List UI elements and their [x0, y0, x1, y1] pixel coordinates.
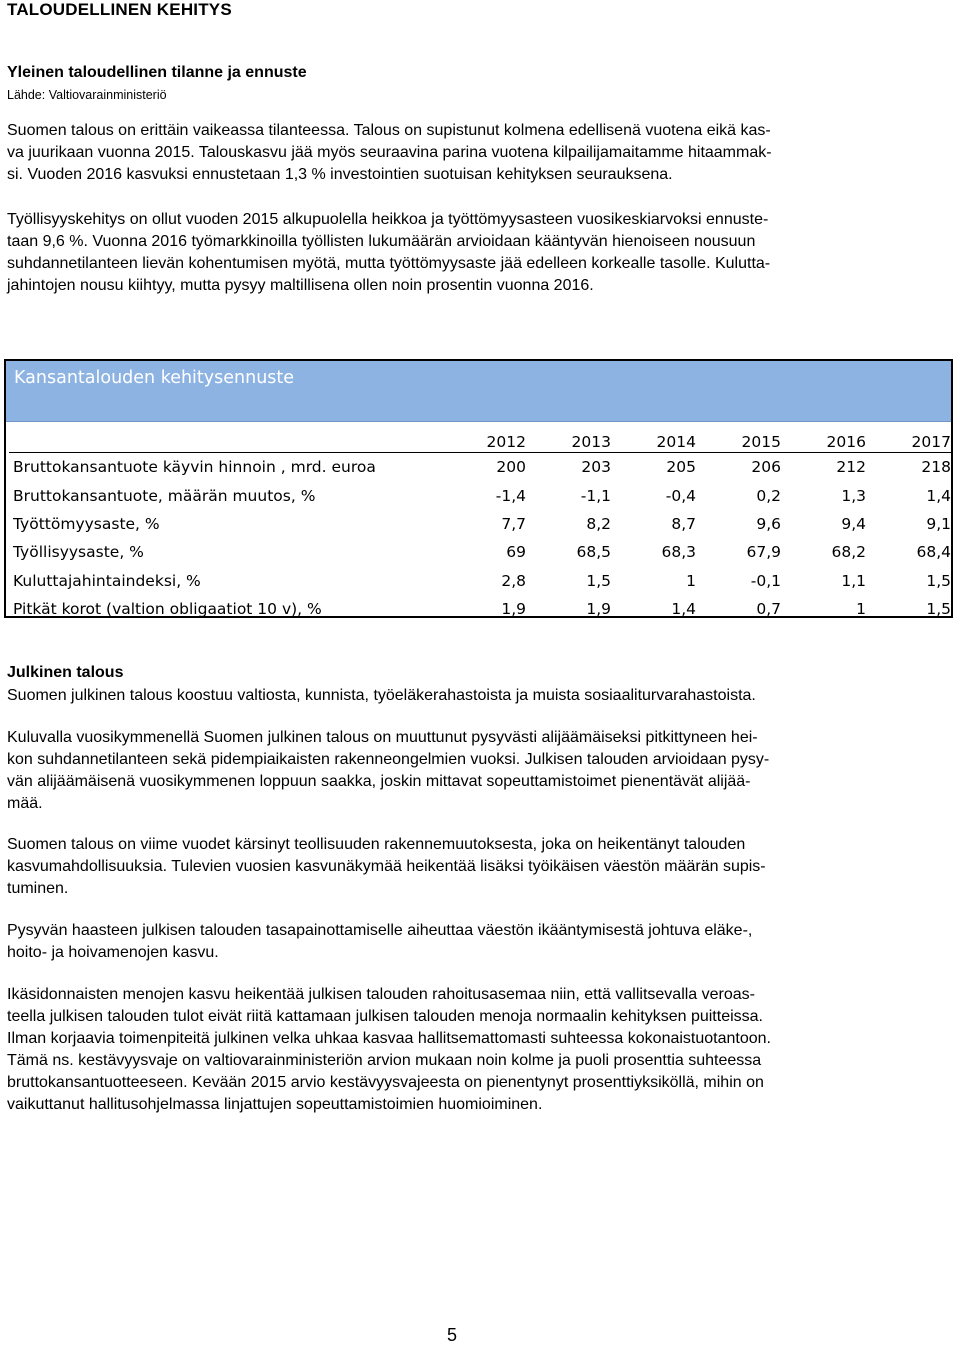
text-line: Suomen talous on viime vuodet kärsinyt teollisuuden rakennemuutoksesta, joka on heikentänyt talouden — [7, 836, 746, 853]
text-line: taan 9,6 %. Vuonna 2016 työmarkkinoilla työllisten lukumäärän arvioidaan kääntyvän hienoiseen nousuun — [7, 233, 756, 250]
table-cell: 67,9 — [746, 543, 781, 562]
header-spacer — [9, 423, 441, 453]
public-finance-paragraph-4 — [7, 920, 953, 964]
table-cell: 0,2 — [756, 486, 781, 505]
year-header: 2012 — [441, 423, 526, 453]
table-cell: 1 — [856, 600, 866, 619]
text-line: Työllisyyskehitys on ollut vuoden 2015 alkupuolella heikkoa ja työttömyysasteen vuosikeskiarvoksi ennuste- — [7, 211, 769, 228]
row-label: Työllisyysaste, % — [13, 543, 144, 562]
row-label: Bruttokansantuote käyvin hinnoin , mrd. euroa — [13, 458, 376, 477]
forecast-data-table — [9, 423, 951, 623]
table-header-row — [9, 423, 951, 453]
table-cell: 203 — [581, 458, 611, 477]
text-line: Kuluvalla vuosikymmenellä Suomen julkinen talous on muuttunut pysyvästi alijäämäiseksi pitkittyneen hei- — [7, 729, 758, 746]
table-cell: 9,6 — [756, 514, 781, 533]
row-label: Pitkät korot (valtion obligaatiot 10 v), % — [13, 600, 322, 619]
text-line: teella julkisen talouden tulot eivät riitä kattamaan julkisen talouden menoja normaalin kehityksen puitteissa. — [7, 1008, 763, 1025]
public-finance-paragraph-5 — [7, 984, 953, 1116]
table-row — [9, 595, 951, 623]
table-cell: 1,5 — [586, 571, 611, 590]
text-line: jahintojen nousu kiihtyy, mutta pysyy maltillisena ollen noin prosentin vuonna 2016. — [7, 277, 594, 294]
table-cell: -0,4 — [665, 486, 696, 505]
table-cell: 1 — [686, 571, 696, 590]
public-finance-paragraph-2 — [7, 727, 953, 815]
table-cell: 68,4 — [916, 543, 951, 562]
table-cell: -0,1 — [750, 571, 781, 590]
table-cell: 9,1 — [926, 514, 951, 533]
year-header: 2015 — [696, 423, 781, 453]
table-row — [9, 510, 951, 538]
page-title: TALOUDELLINEN KEHITYS — [7, 0, 232, 19]
year-header: 2017 — [866, 423, 951, 453]
text-line: mää. — [7, 795, 43, 812]
table-cell: 2,8 — [501, 571, 526, 590]
table-row — [9, 567, 951, 595]
table-row — [9, 453, 951, 482]
table-cell: -1,1 — [580, 486, 611, 505]
table-title: Kansantalouden kehitysennuste — [14, 368, 295, 388]
text-line: Ilman korjaavia toimenpiteitä julkinen velka uhkaa kasvaa hallitsemattomasti suhteessa kokonaistuotantoon. — [7, 1030, 771, 1047]
page-number: 5 — [447, 1325, 458, 1345]
table-cell: 1,4 — [671, 600, 696, 619]
text-line: Tämä ns. kestävyysvaje on valtiovarainministeriön arvion mukaan noin kolme ja puoli prosenttia suhteessa — [7, 1052, 762, 1069]
row-label: Työttömyysaste, % — [13, 514, 160, 533]
section-subtitle: Yleinen taloudellinen tilanne ja ennuste — [7, 64, 307, 81]
table-cell: 1,4 — [926, 486, 951, 505]
table-cell: 1,1 — [841, 571, 866, 590]
table-title-bar — [6, 361, 951, 422]
text-line: Ikäsidonnaisten menojen kasvu heikentää julkisen talouden rahoitusasemaa niin, että vallitsevalla veroas- — [7, 986, 755, 1003]
section-heading-public-finance: Julkinen talous — [7, 664, 124, 681]
source-note: Lähde: Valtiovarainministeriö — [7, 88, 167, 102]
table-cell: 68,5 — [576, 543, 611, 562]
year-header: 2016 — [781, 423, 866, 453]
table-cell: 0,7 — [756, 600, 781, 619]
text-line: kon suhdannetilanteen sekä pidempiaikaisten rakenneongelmien vuoksi. Julkisen talouden arvioidaan pysy- — [7, 751, 770, 768]
table-row — [9, 538, 951, 566]
table-cell: -1,4 — [495, 486, 526, 505]
table-cell: 218 — [921, 458, 951, 477]
text-line: vaikuttanut hallitusohjelmassa linjattujen sopeuttamistoimien huomioiminen. — [7, 1096, 543, 1113]
text-line: vän alijäämäisenä vuosikymmenen loppuun saakka, joskin mittavat sopeuttamistoimet pienentävät alijää- — [7, 773, 751, 790]
public-finance-paragraph-3 — [7, 834, 953, 900]
table-cell: 1,3 — [841, 486, 866, 505]
table-cell: 68,2 — [831, 543, 866, 562]
table-cell: 69 — [506, 543, 526, 562]
public-finance-paragraph-1 — [7, 685, 953, 707]
text-line: hoito- ja hoivamenojen kasvu. — [7, 944, 219, 961]
year-header: 2014 — [611, 423, 696, 453]
text-line: tuminen. — [7, 880, 69, 897]
text-line: Suomen talous on erittäin vaikeassa tilanteessa. Talous on supistunut kolmena edellisenä vuotena eikä kas- — [7, 122, 771, 139]
table-cell: 205 — [666, 458, 696, 477]
table-cell: 68,3 — [661, 543, 696, 562]
intro-paragraph-2 — [7, 209, 953, 297]
table-cell: 9,4 — [841, 514, 866, 533]
table-cell: 212 — [836, 458, 866, 477]
text-line: suhdannetilanteen lievän kohentumisen myötä, mutta työttömyysaste jää edelleen korkealle tasolle. Kulutta- — [7, 255, 771, 272]
table-cell: 1,9 — [586, 600, 611, 619]
year-header: 2013 — [526, 423, 611, 453]
text-line: bruttokansantuotteeseen. Kevään 2015 arvio kestävyysvajeesta on pienentynyt prosenttiyksiköllä, mihin on — [7, 1074, 764, 1091]
table-cell: 206 — [751, 458, 781, 477]
text-line: Pysyvän haasteen julkisen talouden tasapainottamiselle aiheuttaa väestön ikääntymisestä johtuva eläke-, — [7, 922, 753, 939]
forecast-table — [4, 359, 953, 618]
table-row — [9, 481, 951, 509]
table-cell: 1,9 — [501, 600, 526, 619]
table-cell: 8,2 — [586, 514, 611, 533]
text-line: va juurikaan vuonna 2015. Talouskasvu jää myös seuraavina parina vuotena kilpailijamaitamme hitaammak- — [7, 144, 772, 161]
text-line: kasvumahdollisuuksia. Tulevien vuosien kasvunäkymää heikentää lisäksi työikäisen väestön määrän supis- — [7, 858, 766, 875]
table-cell: 8,7 — [671, 514, 696, 533]
row-label: Bruttokansantuote, määrän muutos, % — [13, 486, 316, 505]
row-label: Kuluttajahintaindeksi, % — [13, 571, 201, 590]
text-line: Suomen julkinen talous koostuu valtiosta, kunnista, työeläkerahastoista ja muista sosiaaliturvarahastoista. — [7, 687, 756, 704]
text-line: si. Vuoden 2016 kasvuksi ennustetaan 1,3 % investointien suotuisan kehityksen seurauksena. — [7, 166, 673, 183]
intro-paragraph-1 — [7, 120, 953, 186]
table-cell: 1,5 — [926, 600, 951, 619]
table-cell: 200 — [496, 458, 526, 477]
table-cell: 7,7 — [501, 514, 526, 533]
table-cell: 1,5 — [926, 571, 951, 590]
